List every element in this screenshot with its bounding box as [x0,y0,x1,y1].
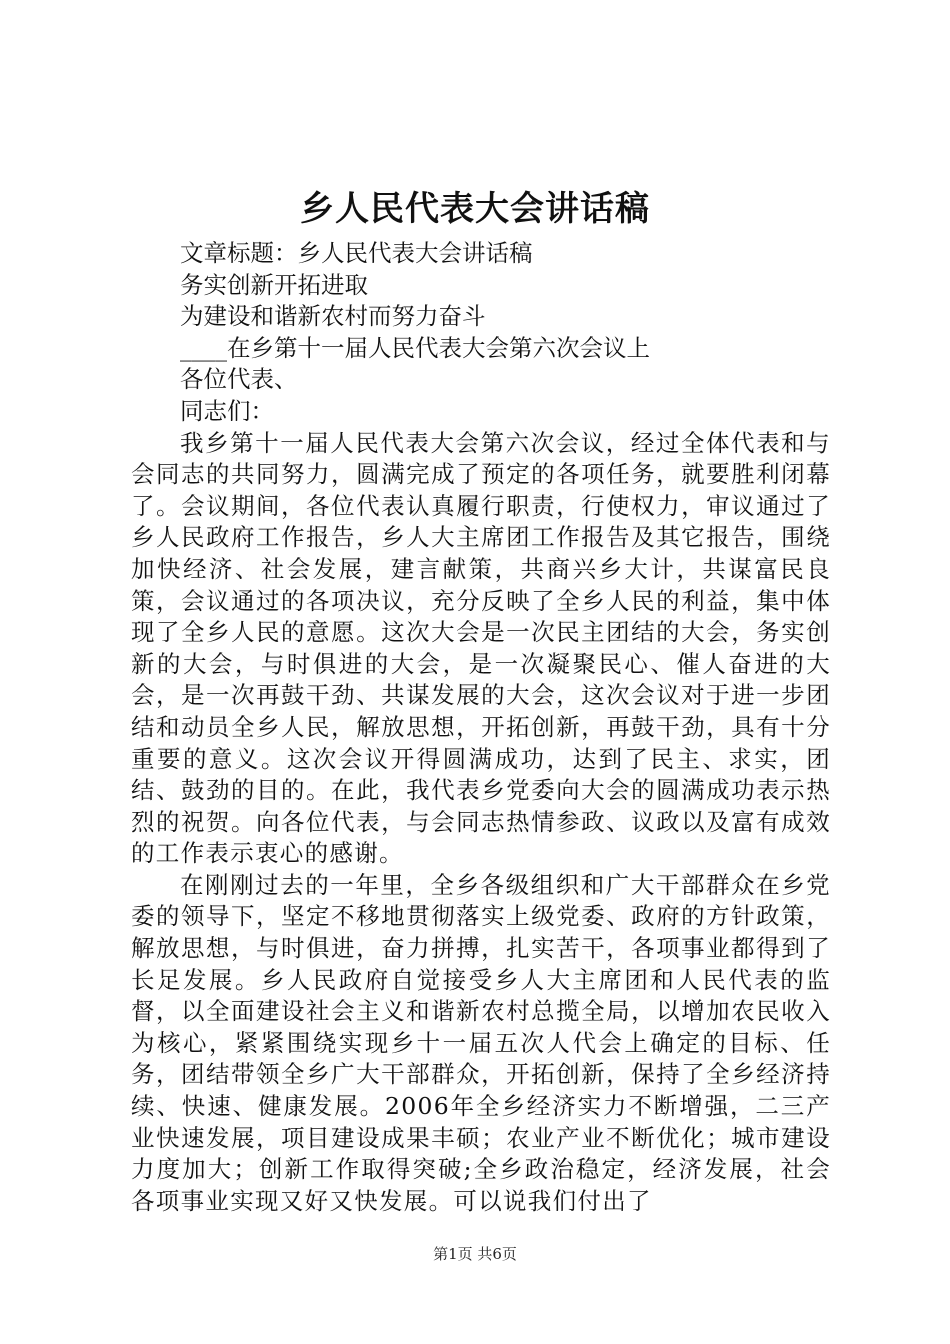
document-title: 乡人民代表大会讲话稿 [300,189,650,229]
body-paragraph-1: 我乡第十一届人民代表大会第六次会议，经过全体代表和与会同志的共同努力，圆满完成了预定的各项任务，就要胜利闭幕了。会议期间，各位代表认真履行职责，行使权力，审议通过了乡人民政府工作报告，乡人大主席团工作报告及其它报告，围绕加快经济、社会发展，建言献策，共商兴乡大计，共谋富民良策，会议通过的各项决议，充分反映了全乡人民的利益，集中体现了全乡人民的意愿。这次大会是一次民主团结的大会，务实创新的大会，与时俱进的大会，是一次凝聚民心、催人奋进的大会，是一次再鼓干劲、共谋发展的大会，这次会议对于进一步团结和动员全乡人民，解放思想，开拓创新，再鼓干劲，具有十分重要的意义。这次会议开得圆满成功，达到了民主、求实，团结、鼓劲的目的。在此，我代表乡党委向大会的圆满成功表示热烈的祝贺。向各位代表，与会同志热情参政、议政以及富有成效的工作表示衷心的感谢。 [131,428,831,868]
occasion-line: ____在乡第十一届人民代表大会第六次会议上 [180,333,650,362]
page-footer: 第1页 共6页 [433,1245,517,1263]
article-title-line: 文章标题：乡人民代表大会讲话稿 [180,239,533,267]
subtitle-line-1: 务实创新开拓进取 [180,270,368,299]
document-body [131,238,831,1217]
salutation-line-2: 同志们： [180,396,274,425]
subtitle-line-2: 为建设和谐新农村而努力奋斗 [180,302,486,331]
salutation-line-1: 各位代表、 [180,365,298,394]
body-paragraph-2: 在刚刚过去的一年里，全乡各级组织和广大干部群众在乡党委的领导下，坚定不移地贯彻落实上级党委、政府的方针政策，解放思想，与时俱进，奋力拼搏，扎实苦干，各项事业都得到了长足发展。乡人民政府自觉接受乡人大主席团和人民代表的监督，以全面建设社会主义和谐新农村总揽全局，以增加农民收入为核心，紧紧围绕实现乡十一届五次人代会上确定的目标、任务，团结带领全乡广大干部群众，开拓创新，保持了全乡经济持续、快速、健康发展。2006年全乡经济实力不断增强，二三产业快速发展，项目建设成果丰硕；农业产业不断优化；城市建设力度加大；创新工作取得突破;全乡政治稳定，经济发展，社会各项事业实现又好又快发展。可以说我们付出了 [131,870,831,1215]
